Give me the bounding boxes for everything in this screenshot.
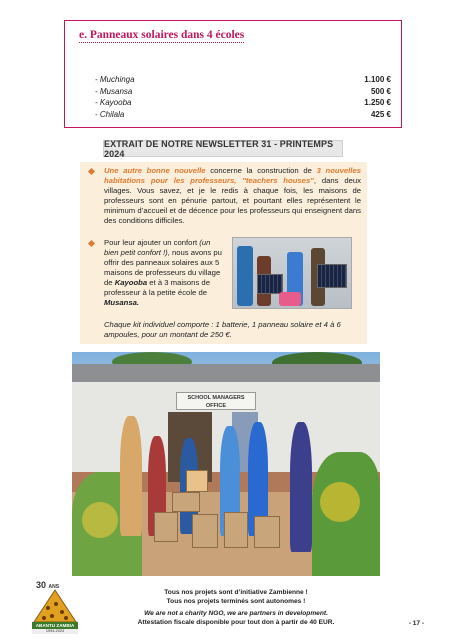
- school-amount: 1.100 €: [364, 75, 391, 84]
- bullet-icon: [88, 168, 95, 175]
- village-name: Kayooba: [114, 278, 148, 287]
- footer-line: Attestation fiscale disponible pour tout don à partir de 40 EUR.: [137, 619, 335, 626]
- school-amount: 500 €: [370, 86, 391, 96]
- body-text: concerne la construction de: [205, 166, 317, 175]
- cost-row: [95, 109, 391, 121]
- years-number: 30: [36, 580, 47, 590]
- school-name: - Musansa: [95, 86, 133, 96]
- school-amount: 425 €: [370, 109, 391, 119]
- school-name: - Chilala: [95, 109, 125, 119]
- cost-row: [95, 97, 391, 109]
- page-number: - 17 -: [408, 620, 424, 627]
- cost-list: [95, 74, 391, 120]
- office-sign: [176, 392, 256, 410]
- emphasis-text: Une autre bonne nouvelle: [104, 166, 206, 175]
- abantu-zambia-logo: [30, 582, 80, 634]
- footer-line: Tous nos projets sont d’initiative Zambienne !: [164, 589, 308, 596]
- school-name: - Kayooba: [95, 98, 132, 107]
- school-amount: 1.250 €: [364, 98, 391, 107]
- italic-text: (un bien petit confort !): [104, 238, 211, 257]
- school-name: Musansa.: [104, 298, 140, 307]
- body-text: , dans deux villages.: [104, 176, 362, 195]
- footer-line: We are not a charity NGO, we are partners in development.: [144, 610, 328, 617]
- school-name: - Muchinga: [95, 75, 135, 84]
- newsletter-excerpt: [80, 162, 367, 344]
- footer-line: Tous nos projets terminés sont autonomes !: [166, 598, 306, 605]
- newsletter-paragraph-2: [104, 238, 226, 308]
- solar-panels-section: [64, 20, 402, 128]
- school-photo: [72, 352, 380, 576]
- bullet-icon: [88, 240, 95, 247]
- footer: [120, 588, 352, 627]
- newsletter-kit-description: Chaque kit individuel comporte : 1 batterie, 1 panneau solaire et 4 à 6 ampoules, pour un montant de 250 €.: [104, 320, 341, 339]
- logo-years: [36, 580, 59, 590]
- newsletter-header: EXTRAIT DE NOTRE NEWSLETTER 31 - PRINTEMPS 2024: [103, 140, 343, 157]
- sign-text: SCHOOL MANAGERS OFFICE: [187, 395, 245, 409]
- section-title: e. Panneaux solaires dans 4 écoles: [79, 29, 245, 41]
- newsletter-photo: [232, 237, 352, 309]
- emphasis-text: 3 nouvelles habitations pour les professeurs, "teachers houses": [104, 166, 361, 185]
- cost-row: [95, 74, 391, 86]
- body-text: Pour leur ajouter un confort: [104, 238, 200, 247]
- body-text: et à 3 maisons de professeur à la petite école de: [104, 278, 210, 297]
- logo-brand: ABANTU ZAMBIA: [35, 623, 75, 628]
- newsletter-paragraph-1: [104, 166, 361, 226]
- years-label: ANS: [48, 584, 60, 590]
- body-text: Vous savez, et je le redis à chaque fois, les maisons de professeurs sont en pénurie partout, et pourtant elles représentent le minimum d’accueil et de décence pour les professeurs qui enseignent dans des conditions difficiles.: [104, 186, 361, 225]
- logo-dates: 1994-2024: [45, 629, 65, 633]
- body-text: , nous avons pu offrir des panneaux solaires aux 5 maisons de professeurs du village de: [104, 248, 222, 287]
- cost-row: [95, 86, 391, 98]
